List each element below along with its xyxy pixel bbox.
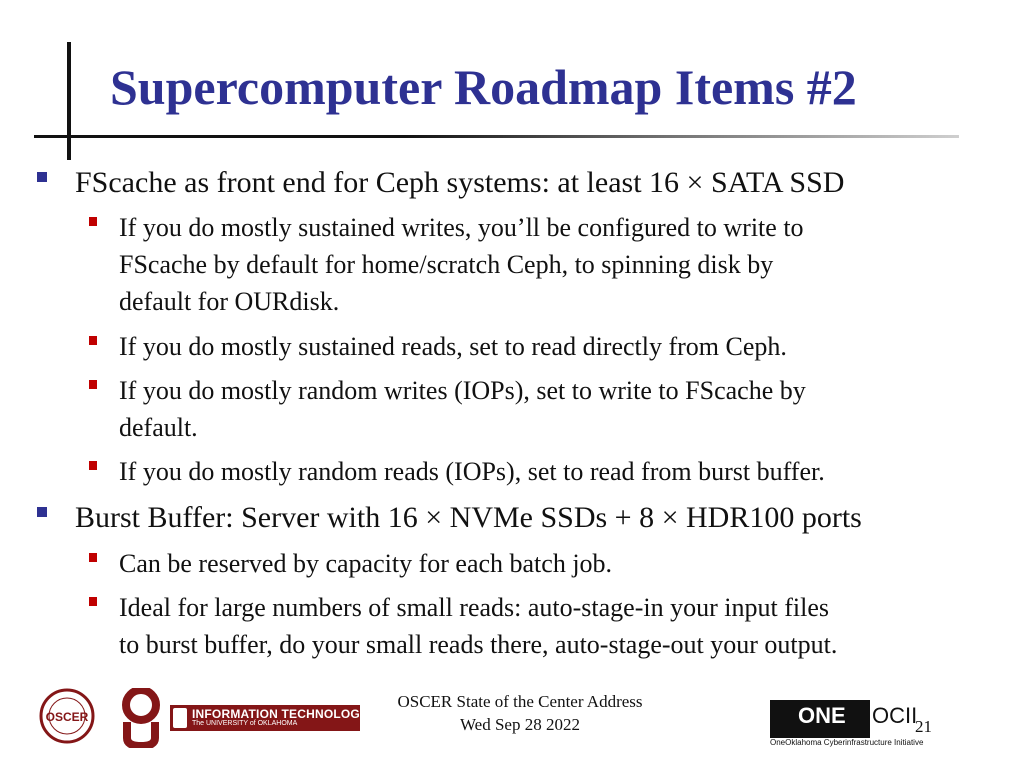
title-horizontal-rule: [34, 135, 959, 138]
sub-bullet-square-icon: [89, 217, 97, 226]
bullet-item: Burst Buffer: Server with 16 × NVMe SSDs + 8 × HDR100 ports: [75, 501, 862, 534]
slide-title: Supercomputer Roadmap Items #2: [110, 59, 857, 115]
oneocii-cii-text: OCII: [872, 703, 918, 728]
sub-bullet-line: If you do mostly sustained reads, set to read directly from Ceph.: [119, 332, 787, 361]
slide-footer: [340, 690, 700, 736]
sub-bullet-square-icon: [89, 553, 97, 562]
sub-bullet-line: FScache by default for home/scratch Ceph, to spinning disk by: [119, 250, 774, 279]
information-technology-logo: [170, 705, 369, 731]
sub-bullet-line: Can be reserved by capacity for each batch job.: [119, 549, 613, 578]
sub-bullet-square-icon: [89, 461, 97, 470]
oscer-seal-text: OSCER: [45, 710, 89, 724]
it-logo-subtitle: The UNIVERSITY of OKLAHOMA: [192, 720, 298, 727]
sub-bullet-line: If you do mostly sustained writes, you’ll be configured to write to: [119, 213, 804, 242]
footer-date: Wed Sep 28 2022: [460, 715, 580, 734]
sub-bullet-line: default.: [119, 413, 198, 442]
sub-bullet-line: Ideal for large numbers of small reads: auto-stage-in your input files: [119, 593, 829, 622]
sub-bullet-line: default for OURdisk.: [119, 287, 340, 316]
bullet-square-icon: [37, 507, 47, 517]
sub-bullet-line: to burst buffer, do your small reads there, auto-stage-out your output.: [119, 630, 838, 659]
ou-mini-icon: [173, 708, 187, 728]
oneocii-tagline: OneOklahoma Cyberinfrastructure Initiative: [770, 738, 924, 747]
sub-bullet-square-icon: [89, 336, 97, 345]
oscer-seal-logo: [26, 688, 108, 744]
page-number: 21: [915, 717, 932, 736]
it-logo-title: INFORMATION TECHNOLOGY: [192, 707, 369, 721]
title-vertical-rule: [67, 42, 71, 160]
ou-logo: [120, 688, 162, 748]
bullet-item: FScache as front end for Ceph systems: at least 16 × SATA SSD: [75, 166, 845, 199]
sub-bullet-line: If you do mostly random writes (IOPs), set to write to FScache by: [119, 376, 806, 405]
oneocii-one-text: ONE: [798, 703, 846, 728]
sub-bullet-square-icon: [89, 597, 97, 606]
footer-event: OSCER State of the Center Address: [397, 692, 643, 711]
sub-bullet-line: If you do mostly random reads (IOPs), set to read from burst buffer.: [119, 457, 825, 486]
sub-bullet-square-icon: [89, 380, 97, 389]
bullet-square-icon: [37, 172, 47, 182]
